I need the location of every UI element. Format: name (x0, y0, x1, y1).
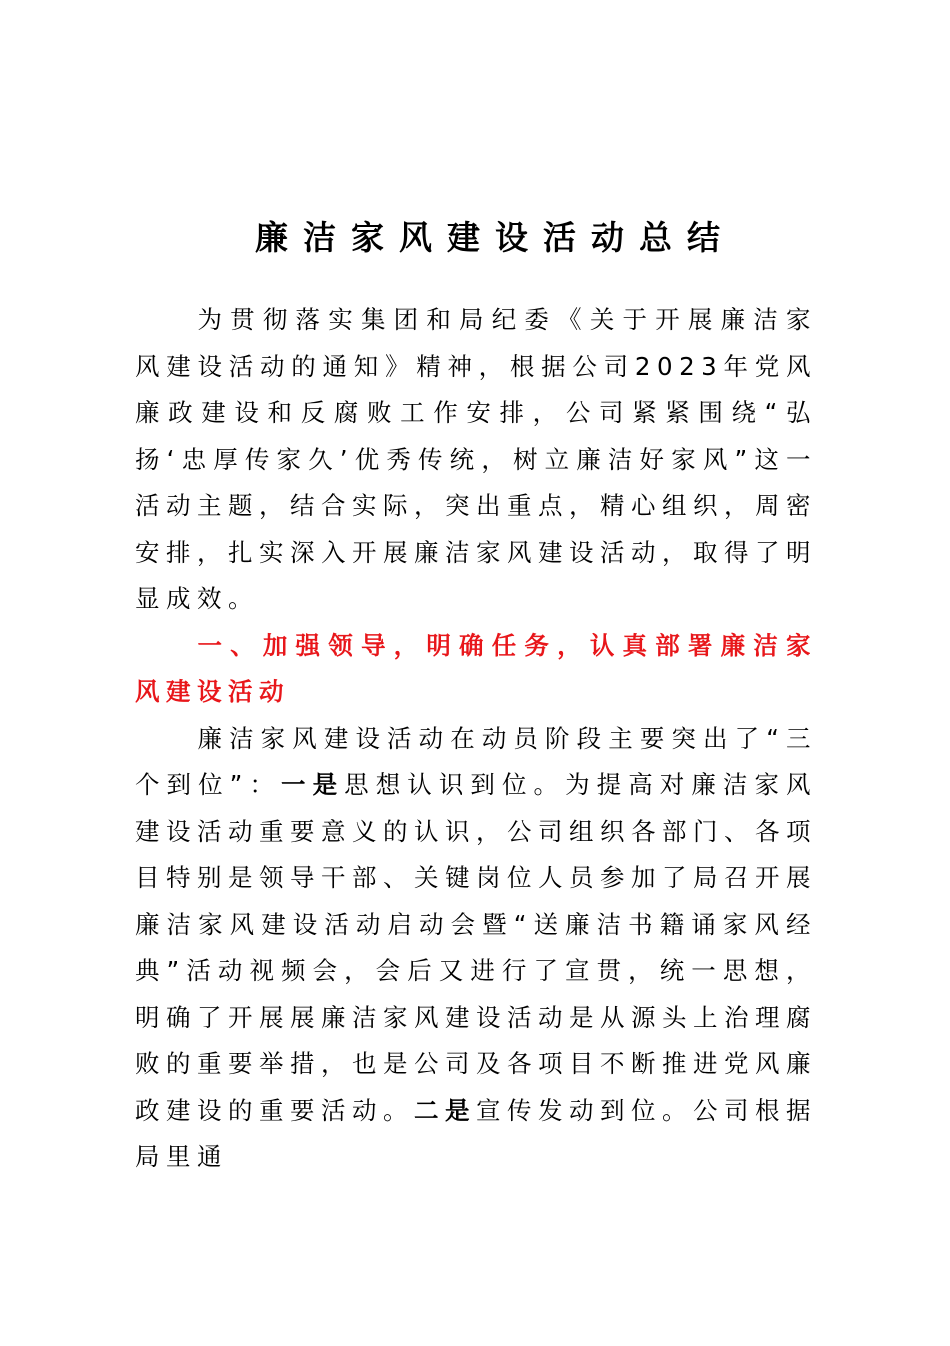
section-heading-1: 一、加强领导，明确任务，认真部署廉洁家风建设活动 (135, 630, 817, 706)
paragraph-text-part3: 宣传发动到位。公司根据局里通 (135, 1095, 817, 1171)
document-title: 廉洁家风建设活动总结 (255, 218, 735, 257)
intro-paragraph: 为贯彻落实集团和局纪委《关于开展廉洁家风建设活动的通知》精神，根据公司2023年党风廉政建设和反腐败工作安排，公司紧紧围绕“弘扬‘忠厚传家久’优秀传统，树立廉洁好家风”这一活动主题，结合实际，突出重点，精心组织，周密安排，扎实深入开展廉洁家风建设活动，取得了明显成效。 (135, 305, 817, 613)
paragraph-text-part2: 思想认识到位。为提高对廉洁家风建设活动重要意义的认识，公司组织各部门、各项目特别是领导干部、关键岗位人员参加了局召开展廉洁家风建设活动启动会暨“送廉洁书籍诵家风经典”活动视频会，会后又进行了宣贯，统一思想，明确了开展展廉洁家风建设活动是从源头上治理腐败的重要举措，也是公司及各项目不断推进党风廉政建设的重要活动。 (135, 770, 818, 1125)
paragraph-text-part1: 廉洁家风建设活动在动员阶段主要突出了“三个到位”： (135, 723, 817, 799)
document-body (135, 297, 817, 1181)
section-paragraph-1 (135, 716, 817, 1181)
lead-marker-2: 二是 (414, 1095, 476, 1125)
lead-marker-1: 一是 (281, 770, 345, 799)
